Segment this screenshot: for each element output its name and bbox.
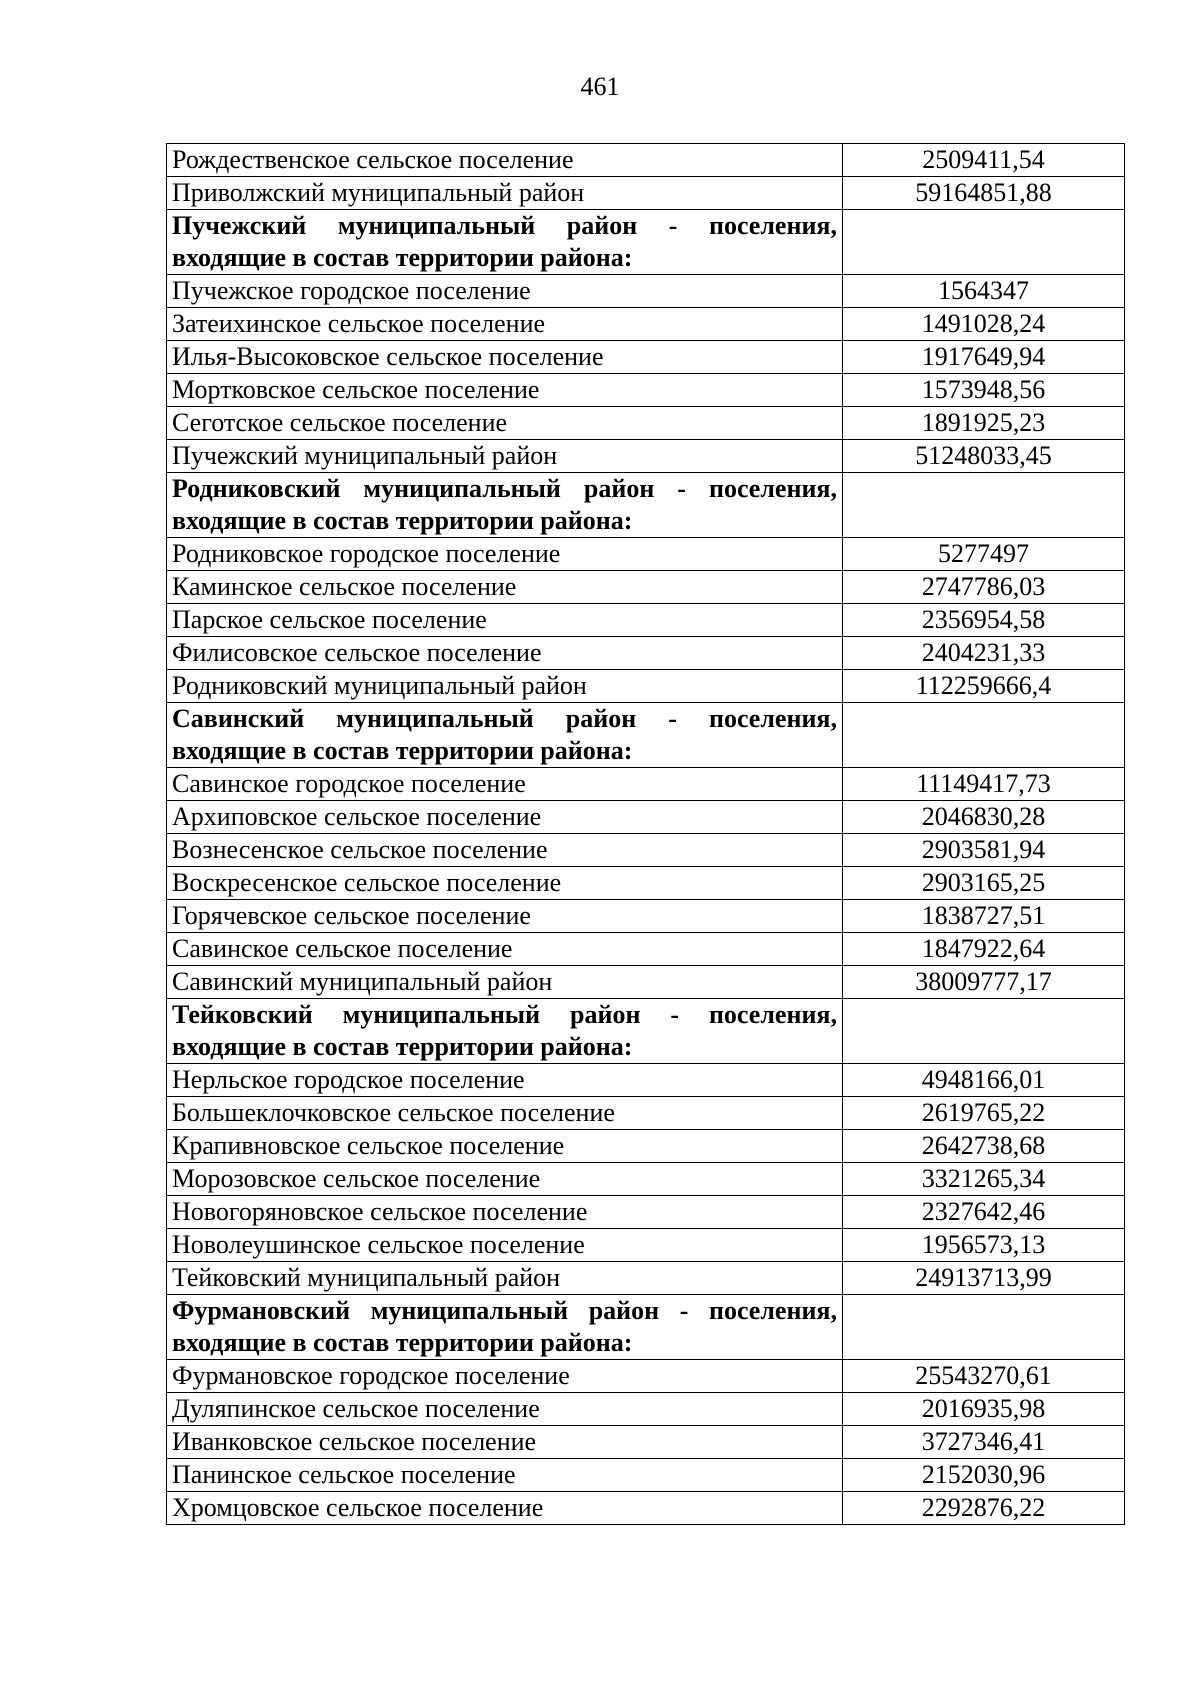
settlement-name-cell: Мортковское сельское поселение [167,374,843,407]
settlement-name-cell: Новолеушинское сельское поселение [167,1229,843,1262]
settlement-name-cell: Крапивновское сельское поселение [167,1130,843,1163]
amount-cell [843,703,1125,768]
amount-cell: 2327642,46 [843,1196,1125,1229]
table-row [167,637,1125,670]
settlement-name-cell: Савинское сельское поселение [167,933,843,966]
amount-cell: 59164851,88 [843,177,1125,210]
table-body [167,144,1125,1525]
district-header-label: Савинский муниципальный район - поселения, входящие в состав территории района: [167,703,843,768]
amount-cell: 2747786,03 [843,571,1125,604]
amount-cell: 2152030,96 [843,1459,1125,1492]
settlement-name-cell: Савинский муниципальный район [167,966,843,999]
settlement-name-cell: Пучежский муниципальный район [167,440,843,473]
amount-cell [843,473,1125,538]
amount-cell: 1891925,23 [843,407,1125,440]
district-header-row [167,999,1125,1064]
amount-cell: 1917649,94 [843,341,1125,374]
budget-table [166,143,1125,1525]
amount-cell: 1564347 [843,275,1125,308]
settlement-name-cell: Рождественское сельское поселение [167,144,843,177]
table-row [167,571,1125,604]
district-header-row [167,1295,1125,1360]
amount-cell: 2404231,33 [843,637,1125,670]
settlement-name-cell: Филисовское сельское поселение [167,637,843,670]
table-row [167,1393,1125,1426]
amount-cell [843,999,1125,1064]
amount-cell: 38009777,17 [843,966,1125,999]
district-header-label: Пучежский муниципальный район - поселения, входящие в состав территории района: [167,210,843,275]
table-row [167,374,1125,407]
table-row [167,407,1125,440]
table-row [167,1459,1125,1492]
amount-cell [843,1295,1125,1360]
amount-cell: 2509411,54 [843,144,1125,177]
table-row [167,538,1125,571]
amount-cell: 51248033,45 [843,440,1125,473]
table-row [167,834,1125,867]
table-row [167,1163,1125,1196]
amount-cell: 5277497 [843,538,1125,571]
amount-cell: 2642738,68 [843,1130,1125,1163]
settlement-name-cell: Илья-Высоковское сельское поселение [167,341,843,374]
amount-cell: 2903581,94 [843,834,1125,867]
table-row [167,1492,1125,1525]
amount-cell: 4948166,01 [843,1064,1125,1097]
amount-cell: 1491028,24 [843,308,1125,341]
amount-cell: 3727346,41 [843,1426,1125,1459]
table-row [167,177,1125,210]
amount-cell: 2903165,25 [843,867,1125,900]
amount-cell: 2619765,22 [843,1097,1125,1130]
settlement-name-cell: Каминское сельское поселение [167,571,843,604]
district-header-label: Фурмановский муниципальный район - поселения, входящие в состав территории района: [167,1295,843,1360]
settlement-name-cell: Парское сельское поселение [167,604,843,637]
amount-cell: 2016935,98 [843,1393,1125,1426]
settlement-name-cell: Пучежское городское поселение [167,275,843,308]
page-number: 461 [580,72,620,101]
table-row [167,440,1125,473]
amount-cell: 1847922,64 [843,933,1125,966]
amount-cell: 1838727,51 [843,900,1125,933]
table-row [167,768,1125,801]
table-row [167,144,1125,177]
district-header-label: Родниковский муниципальный район - поселения, входящие в состав территории района: [167,473,843,538]
table-row [167,604,1125,637]
amount-cell: 3321265,34 [843,1163,1125,1196]
settlement-name-cell: Горячевское сельское поселение [167,900,843,933]
settlement-name-cell: Большеклочковское сельское поселение [167,1097,843,1130]
table-row [167,1097,1125,1130]
settlement-name-cell: Вознесенское сельское поселение [167,834,843,867]
settlement-name-cell: Родниковское городское поселение [167,538,843,571]
table-row [167,341,1125,374]
settlement-name-cell: Дуляпинское сельское поселение [167,1393,843,1426]
settlement-name-cell: Архиповское сельское поселение [167,801,843,834]
table-row [167,1130,1125,1163]
settlement-name-cell: Тейковский муниципальный район [167,1262,843,1295]
amount-cell: 1573948,56 [843,374,1125,407]
table-row [167,933,1125,966]
amount-cell: 24913713,99 [843,1262,1125,1295]
settlement-name-cell: Сеготское сельское поселение [167,407,843,440]
amount-cell: 25543270,61 [843,1360,1125,1393]
table-row [167,801,1125,834]
table-row [167,966,1125,999]
amount-cell: 1956573,13 [843,1229,1125,1262]
amount-cell: 112259666,4 [843,670,1125,703]
table-row [167,1064,1125,1097]
table-row [167,867,1125,900]
settlement-name-cell: Затеихинское сельское поселение [167,308,843,341]
table-row [167,1229,1125,1262]
settlement-name-cell: Савинское городское поселение [167,768,843,801]
amount-cell: 11149417,73 [843,768,1125,801]
amount-cell: 2046830,28 [843,801,1125,834]
district-header-row [167,210,1125,275]
settlement-name-cell: Новогоряновское сельское поселение [167,1196,843,1229]
table-row [167,1426,1125,1459]
settlement-name-cell: Морозовское сельское поселение [167,1163,843,1196]
table-row [167,275,1125,308]
settlement-name-cell: Панинское сельское поселение [167,1459,843,1492]
settlement-name-cell: Приволжский муниципальный район [167,177,843,210]
settlement-name-cell: Хромцовское сельское поселение [167,1492,843,1525]
table-row [167,1262,1125,1295]
settlement-name-cell: Фурмановское городское поселение [167,1360,843,1393]
amount-cell: 2292876,22 [843,1492,1125,1525]
table-row [167,308,1125,341]
settlement-name-cell: Воскресенское сельское поселение [167,867,843,900]
district-header-row [167,473,1125,538]
table-row [167,900,1125,933]
settlement-name-cell: Нерльское городское поселение [167,1064,843,1097]
table-row [167,1360,1125,1393]
district-header-row [167,703,1125,768]
settlement-name-cell: Родниковский муниципальный район [167,670,843,703]
amount-cell: 2356954,58 [843,604,1125,637]
amount-cell [843,210,1125,275]
table-row [167,670,1125,703]
district-header-label: Тейковский муниципальный район - поселения, входящие в состав территории района: [167,999,843,1064]
table-row [167,1196,1125,1229]
settlement-name-cell: Иванковское сельское поселение [167,1426,843,1459]
